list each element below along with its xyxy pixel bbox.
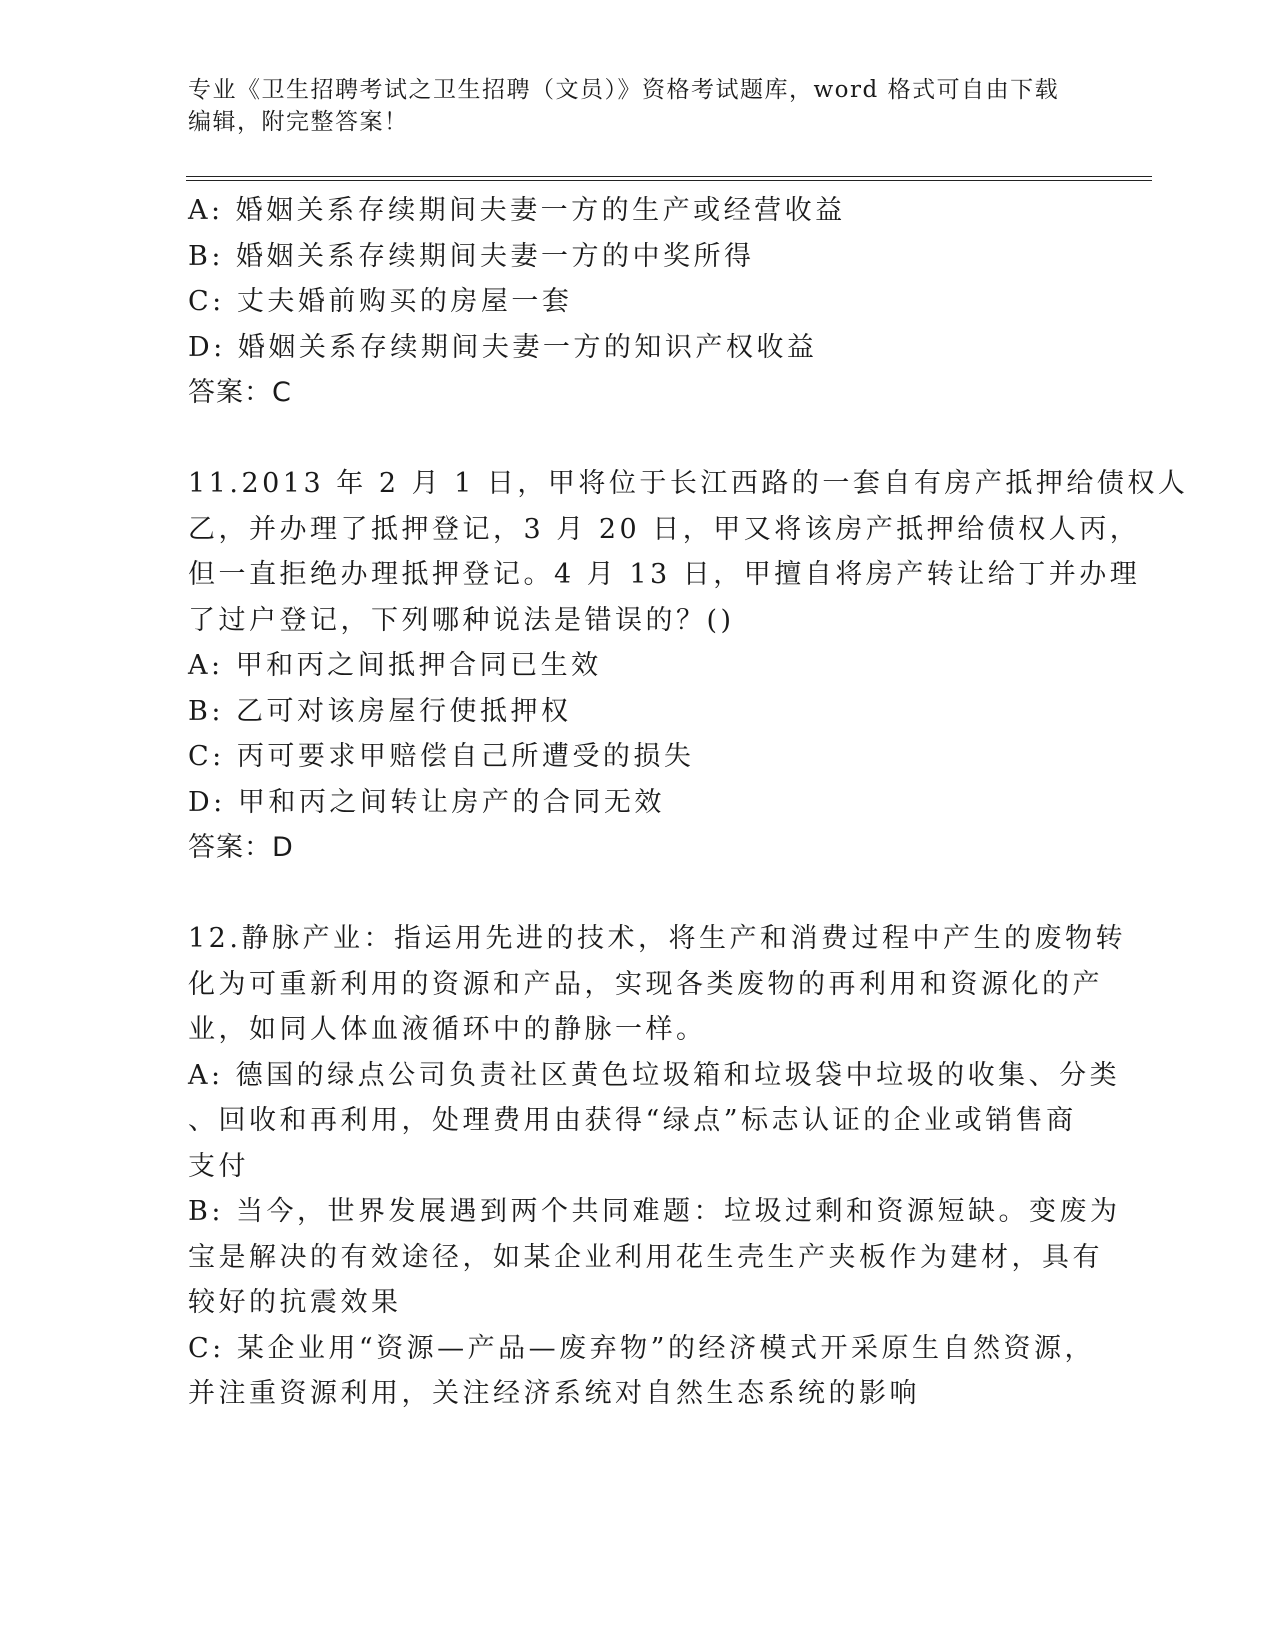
page-header [188, 74, 1088, 138]
q12-stem-line: 业，如同人体血液循环中的静脉一样。 [188, 1014, 707, 1045]
q12-stem-line: 化为可重新利用的资源和产品，实现各类废物的再利用和资源化的产 [188, 968, 1103, 1000]
q12-option-c-line: 并注重资源利用，关注经济系统对自然生态系统的影响 [188, 1378, 920, 1409]
q12-option-a-line: A: 德国的绿点公司负责社区黄色垃圾箱和垃圾袋中垃圾的收集、分类 [188, 1059, 1121, 1091]
q12-option-b-line: 宝是解决的有效途径，如某企业利用花生壳生产夹板作为建材，具有 [188, 1241, 1103, 1273]
spacer [188, 871, 1078, 917]
q11-stem-line: 11.2013 年 2 月 1 日，甲将位于长江西路的一套自有房产抵押给债权人 [188, 468, 1189, 499]
header-divider [186, 176, 1152, 181]
q12-option-b-line: B: 当今，世界发展遇到两个共同难题：垃圾过剩和资源短缺。变废为 [188, 1196, 1121, 1227]
q11-answer: 答案：D [188, 832, 294, 863]
q11-option-b: B: 乙可对该房屋行使抵押权 [188, 695, 572, 727]
q12-stem-line: 12.静脉产业：指运用先进的技术，将生产和消费过程中产生的废物转 [188, 923, 1126, 954]
question-11 [188, 461, 1189, 871]
q12-option-a-line: 、回收和再利用，处理费用由获得“绿点”标志认证的企业或销售商 [188, 1105, 1077, 1136]
question-12 [188, 916, 1126, 1417]
q11-option-c: C: 丙可要求甲赔偿自己所遭受的损失 [188, 741, 695, 772]
q11-stem-line: 但一直拒绝办理抵押登记。4 月 13 日，甲擅自将房产转让给丁并办理 [188, 559, 1141, 590]
q10-option-c: C: 丈夫婚前购买的房屋一套 [188, 286, 573, 317]
q12-option-b-line: 较好的抗震效果 [188, 1287, 402, 1318]
header-line-1: 专业《卫生招聘考试之卫生招聘（文员）》资格考试题库，word 格式可自由下载 [188, 77, 1060, 103]
q12-option-a-line: 支付 [188, 1150, 249, 1182]
q10-answer: 答案：C [188, 377, 292, 408]
question-10 [188, 188, 1078, 416]
q11-stem-line: 了过户登记，下列哪种说法是错误的？() [188, 604, 735, 636]
spacer [188, 416, 1078, 462]
q10-option-a: A: 婚姻关系存续期间夫妻一方的生产或经营收益 [188, 195, 846, 226]
header-line-2: 编辑，附完整答案！ [188, 109, 409, 135]
q12-option-c-line: C: 某企业用“资源—产品—废弃物”的经济模式开采原生自然资源， [188, 1332, 1095, 1364]
q11-option-d: D: 甲和丙之间转让房产的合同无效 [188, 786, 665, 818]
q10-option-d: D: 婚姻关系存续期间夫妻一方的知识产权收益 [188, 331, 818, 363]
q11-stem-line: 乙，并办理了抵押登记，3 月 20 日，甲又将该房产抵押给债权人丙， [188, 513, 1141, 545]
q10-option-b: B: 婚姻关系存续期间夫妻一方的中奖所得 [188, 240, 755, 272]
q11-option-a: A: 甲和丙之间抵押合同已生效 [188, 650, 602, 681]
question-content [188, 188, 1189, 1417]
